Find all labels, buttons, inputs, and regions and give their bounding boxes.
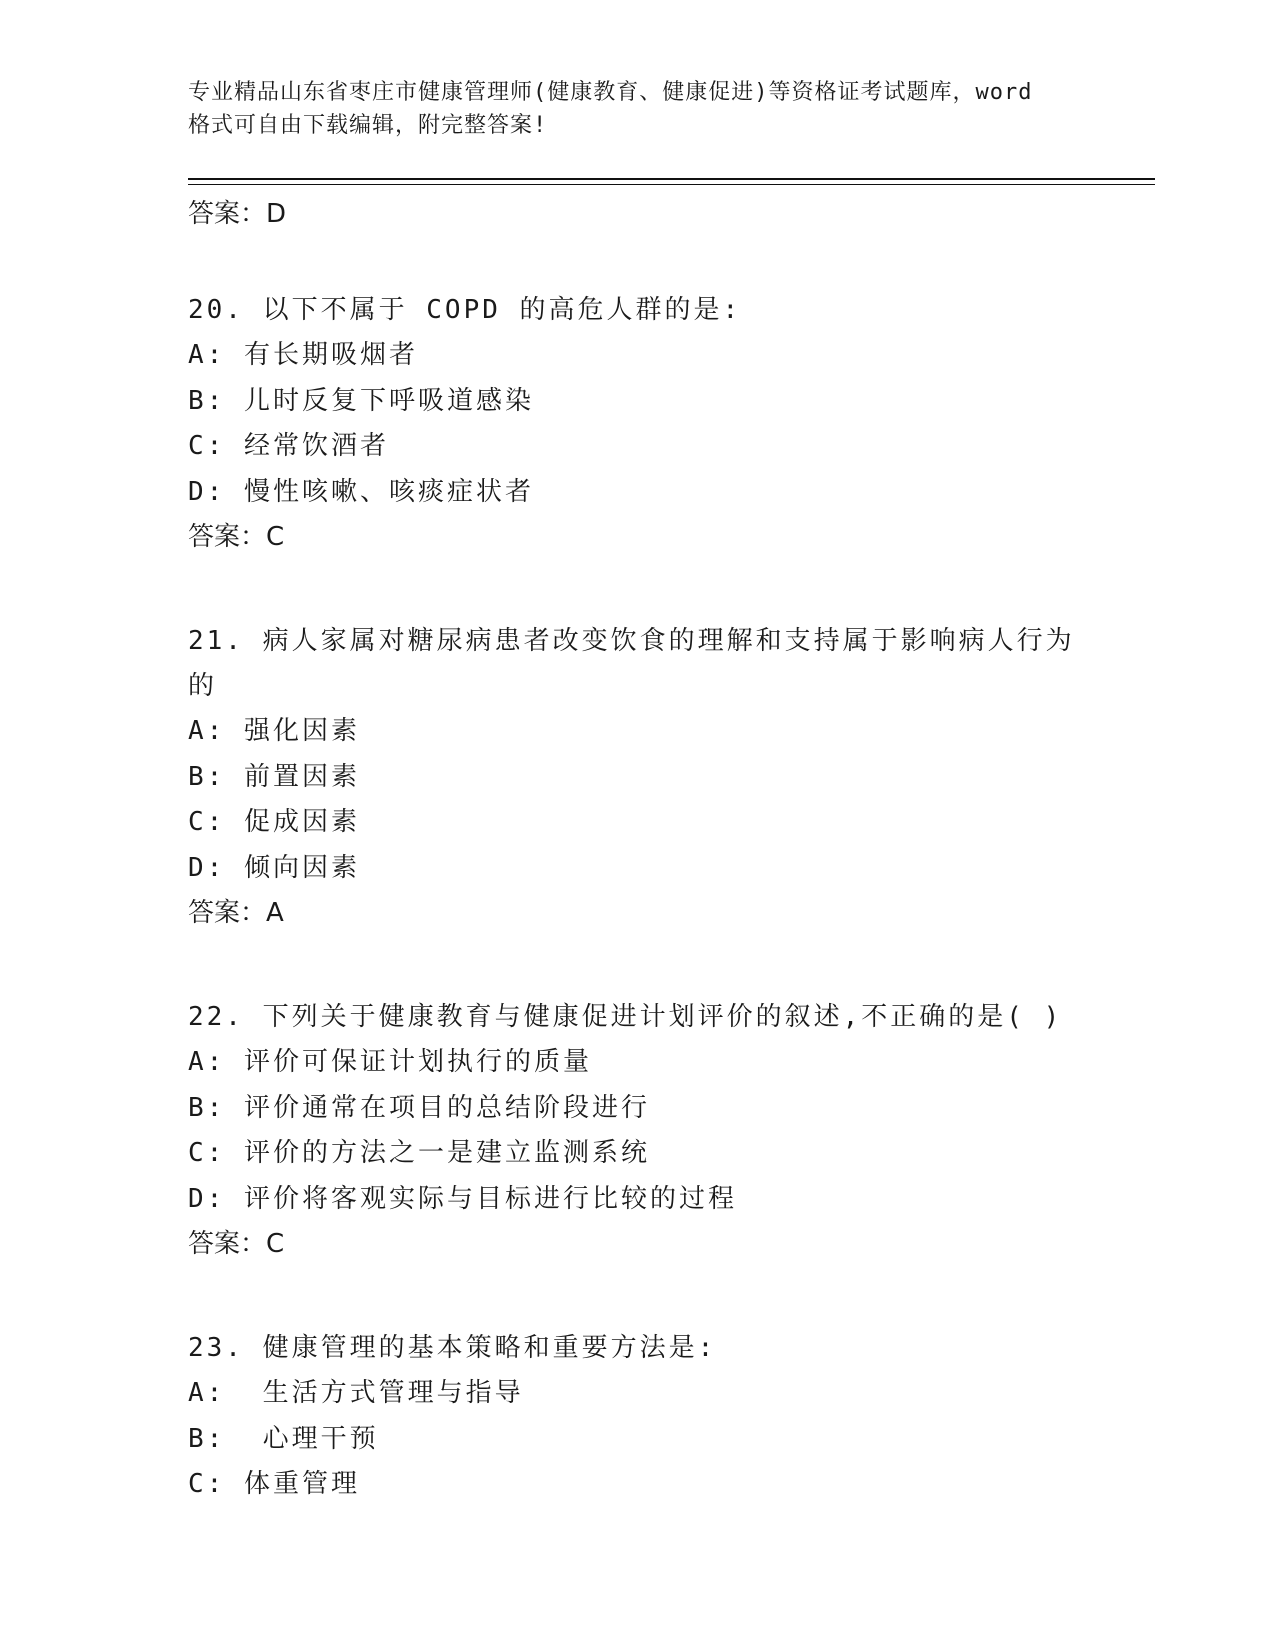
header-rule-thick [188, 178, 1155, 180]
option-a: A: 评价可保证计划执行的质量 [188, 1047, 592, 1077]
option-a: A: 有长期吸烟者 [188, 340, 418, 370]
option-b: B: 前置因素 [188, 761, 360, 792]
question-22 [188, 995, 1088, 1272]
question-list [188, 192, 1088, 1508]
header-rule-thin [188, 184, 1155, 185]
answer-line: 答案：C [188, 522, 285, 552]
question-title: 20. 以下不属于 COPD 的高危人群的是: [188, 295, 742, 325]
header-line-1: 专业精品山东省枣庄市健康管理师(健康教育、健康促进)等资格证考试题库，word [188, 80, 1033, 105]
question-title: 22. 下列关于健康教育与健康促进计划评价的叙述,不正确的是( ) [188, 1002, 1063, 1032]
option-d: D: 慢性咳嗽、咳痰症状者 [188, 476, 534, 507]
answer-line: 答案：D [188, 199, 287, 229]
question-20 [188, 288, 1088, 565]
option-b: B: 评价通常在项目的总结阶段进行 [188, 1092, 650, 1123]
option-d: D: 倾向因素 [188, 852, 360, 883]
answer-line: 答案：C [188, 1229, 285, 1259]
option-c: C: 促成因素 [188, 807, 360, 837]
question-title: 21. 病人家属对糖尿病患者改变饮食的理解和支持属于影响病人行为的 [188, 626, 1075, 701]
option-b: B: 儿时反复下呼吸道感染 [188, 385, 534, 416]
option-c: C: 评价的方法之一是建立监测系统 [188, 1138, 650, 1168]
option-a: A: 强化因素 [188, 716, 360, 746]
question-23 [188, 1326, 1088, 1508]
question-title: 23. 健康管理的基本策略和重要方法是: [188, 1333, 717, 1363]
option-c: C: 经常饮酒者 [188, 431, 389, 461]
option-c: C: 体重管理 [188, 1469, 360, 1499]
header-line-2: 格式可自由下载编辑，附完整答案! [188, 113, 548, 138]
document-header [188, 76, 1088, 142]
option-d: D: 评价将客观实际与目标进行比较的过程 [188, 1183, 737, 1214]
question-21 [188, 619, 1088, 941]
answer-line: 答案：A [188, 898, 284, 928]
option-a: A: 生活方式管理与指导 [188, 1378, 524, 1408]
option-b: B: 心理干预 [188, 1423, 379, 1454]
